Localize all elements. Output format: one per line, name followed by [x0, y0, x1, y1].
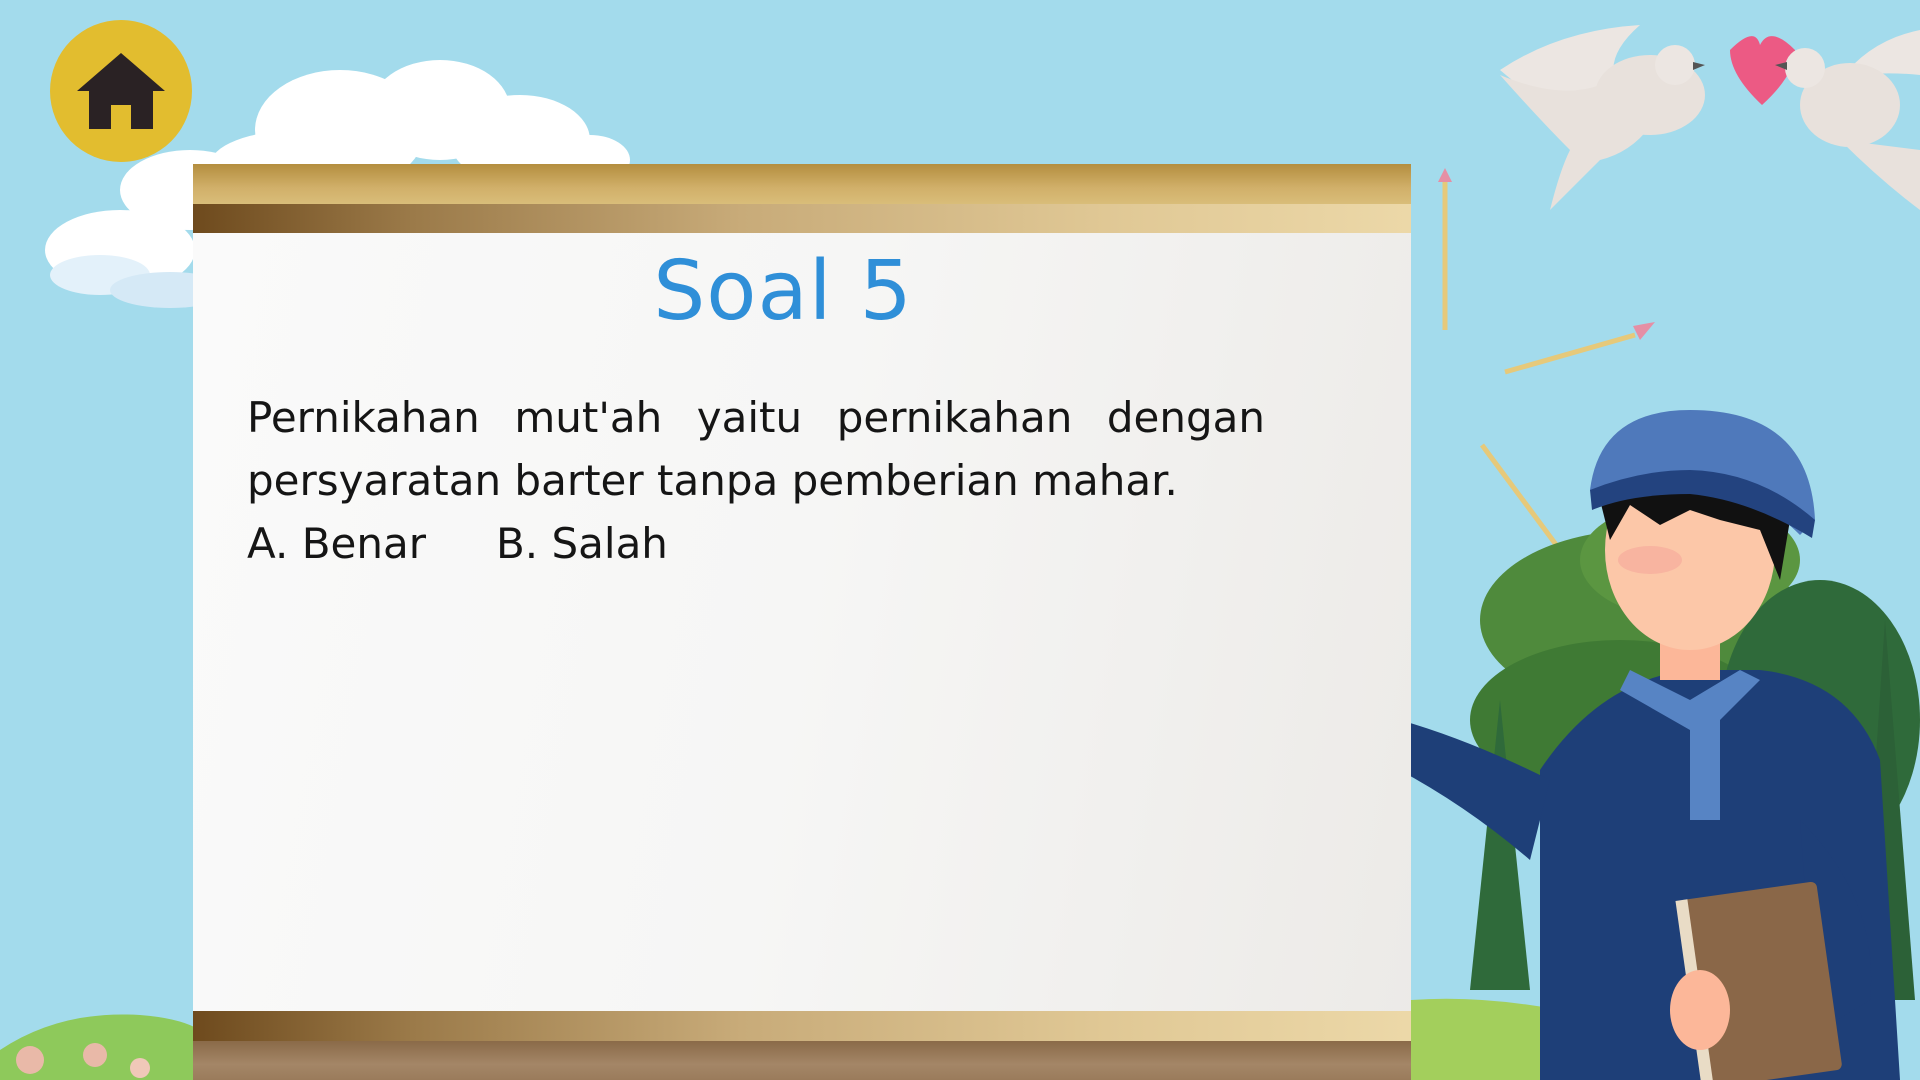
home-icon	[75, 51, 167, 131]
board-bottom-border	[193, 1011, 1411, 1080]
home-button[interactable]	[50, 20, 192, 162]
option-a[interactable]: A. Benar	[247, 519, 426, 568]
option-b[interactable]: B. Salah	[495, 519, 668, 568]
page-title: Soal 5	[653, 244, 913, 339]
answer-options	[247, 512, 668, 575]
question-board	[193, 164, 1411, 1080]
grass-decoration	[0, 1014, 200, 1080]
doves-heart-decoration	[1500, 25, 1920, 210]
question-text: Pernikahan mut'ah yaitu pernikahan dengan persyaratan barter tanpa pemberian mahar.	[247, 393, 1265, 505]
board-top-border	[193, 164, 1411, 233]
